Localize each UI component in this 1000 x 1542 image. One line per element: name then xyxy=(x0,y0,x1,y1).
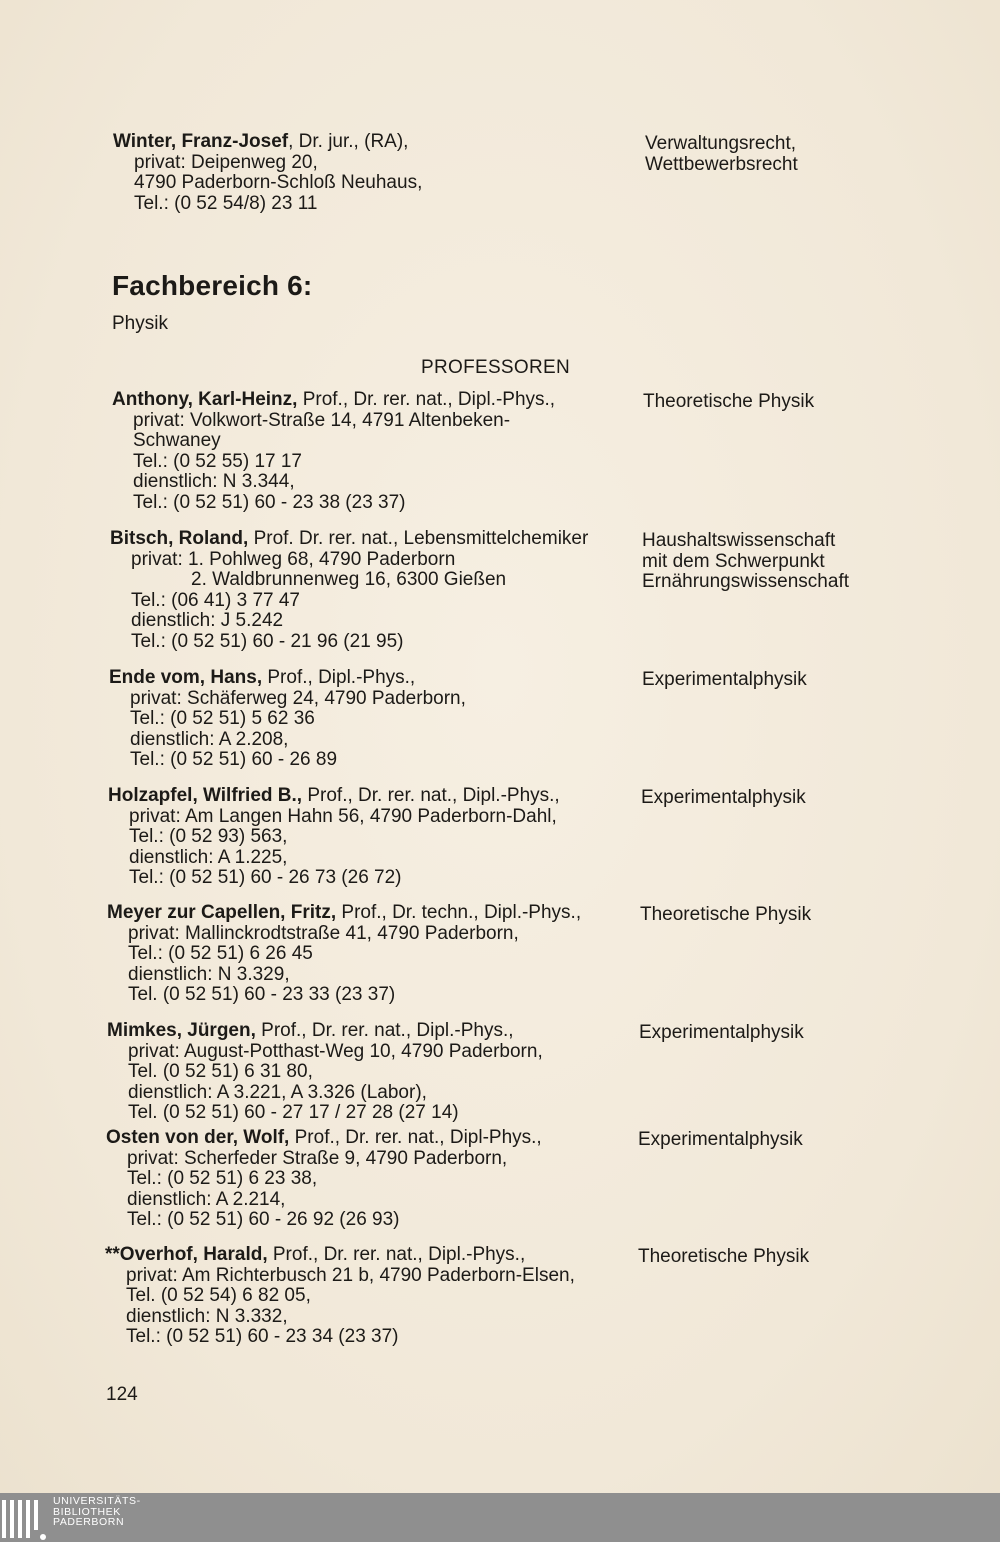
address-line: 4790 Paderborn-Schloß Neuhaus, xyxy=(134,172,423,193)
office-line: dienstlich: J 5.242 xyxy=(131,610,284,631)
subject-line: Experimentalphysik xyxy=(639,1022,804,1043)
address-line: privat: Am Langen Hahn 56, 4790 Paderborn-Dahl, xyxy=(129,805,557,827)
address-line: privat: Scherfeder Straße 9, 4790 Paderborn, xyxy=(127,1147,508,1169)
library-logo-text xyxy=(53,1496,141,1528)
office-line: dienstlich: A 2.214, xyxy=(127,1188,286,1210)
subject-field xyxy=(645,134,905,175)
logo-line: PADERBORN xyxy=(53,1516,125,1528)
phone-line: Tel.: (0 52 51) 60 - 26 89 xyxy=(130,749,338,770)
person-title: Prof., Dr. rer. nat., Dipl.-Phys., xyxy=(267,1244,526,1265)
person-title: , Dr. jur., (RA), xyxy=(288,131,409,152)
person-title: Prof., Dr. techn., Dipl.-Phys., xyxy=(336,902,582,923)
office-line: dienstlich: N 3.344, xyxy=(133,471,295,492)
address-line: privat: Am Richterbusch 21 b, 4790 Paderborn-Elsen, xyxy=(126,1264,575,1286)
phone-line: Tel.: (0 52 93) 563, xyxy=(129,826,288,847)
person-title: Prof., Dipl.-Phys., xyxy=(262,667,416,688)
phone-line: Tel.: (0 52 51) 60 - 21 96 (21 95) xyxy=(131,630,404,652)
page-number: 124 xyxy=(106,1384,138,1405)
person-name: Holzapfel, Wilfried B., xyxy=(108,785,303,806)
office-line: dienstlich: N 3.329, xyxy=(128,963,290,985)
subject-line: Haushaltswissenschaft xyxy=(642,530,836,551)
phone-line: Tel.: (0 52 51) 60 - 26 92 (26 93) xyxy=(127,1209,400,1230)
person-name: Bitsch, Roland, xyxy=(110,528,249,549)
phone-line: Tel. (0 52 51) 6 31 80, xyxy=(128,1061,313,1082)
phone-line: Tel.: (0 52 51) 6 23 38, xyxy=(127,1168,318,1189)
address-line: privat: Deipenweg 20, xyxy=(134,151,318,173)
office-line: dienstlich: A 1.225, xyxy=(129,846,288,868)
phone-line: Tel. (0 52 51) 60 - 27 17 / 27 28 (27 14) xyxy=(128,1102,459,1123)
subject-field xyxy=(638,1130,898,1151)
phone-line: Tel.: (0 52 51) 5 62 36 xyxy=(130,708,315,729)
subject-line: Verwaltungsrecht, xyxy=(645,133,797,154)
address-line: privat: August-Potthast-Weg 10, 4790 Paderborn, xyxy=(128,1040,543,1062)
phone-line: Tel.: (0 52 51) 60 - 26 73 (26 72) xyxy=(129,867,402,888)
address-line: 2. Waldbrunnenweg 16, 6300 Gießen xyxy=(191,569,507,590)
subject-line: Ernährungswissenschaft xyxy=(642,571,849,592)
subject-field xyxy=(641,788,901,809)
subject-field xyxy=(643,392,903,413)
logo-line: UNIVERSITÄTS- xyxy=(53,1495,141,1507)
subject-line: Theoretische Physik xyxy=(643,391,815,412)
phone-line: Tel. (0 52 51) 60 - 23 33 (23 37) xyxy=(128,984,396,1005)
subject-line: Experimentalphysik xyxy=(638,1129,803,1150)
subject-field xyxy=(642,670,902,691)
phone-line: Tel.: (0 52 54/8) 23 11 xyxy=(134,192,318,214)
phone-line: Tel.: (06 41) 3 77 47 xyxy=(131,589,300,611)
person-name: Osten von der, Wolf, xyxy=(106,1127,290,1148)
subject-line: mit dem Schwerpunkt xyxy=(642,550,825,572)
person-title: Prof. Dr. rer. nat., Lebensmittelchemiker xyxy=(248,528,589,549)
section-title: Fachbereich 6: xyxy=(112,270,313,301)
address-line: privat: Mallinckrodtstraße 41, 4790 Paderborn, xyxy=(128,922,519,944)
logo-line: BIBLIOTHEK xyxy=(53,1505,121,1518)
section-subtitle: Physik xyxy=(112,313,168,334)
person-title: Prof., Dr. rer. nat., Dipl.-Phys., xyxy=(255,1020,514,1041)
library-logo-icon xyxy=(2,1500,48,1540)
person-name: Mimkes, Jürgen, xyxy=(107,1020,256,1041)
subject-line: Experimentalphysik xyxy=(641,787,806,808)
address-line: privat: Schäferweg 24, 4790 Paderborn, xyxy=(130,687,466,709)
subject-line: Theoretische Physik xyxy=(638,1246,810,1267)
phone-line: Tel.: (0 52 51) 60 - 23 34 (23 37) xyxy=(126,1326,399,1347)
subject-field xyxy=(638,1247,898,1268)
subject-line: Experimentalphysik xyxy=(642,669,807,690)
address-line: privat: 1. Pohlweg 68, 4790 Paderborn xyxy=(131,548,456,570)
phone-line: Tel.: (0 52 51) 6 26 45 xyxy=(128,943,313,964)
person-name: Meyer zur Capellen, Fritz, xyxy=(107,902,337,923)
person-name: **Overhof, Harald, xyxy=(105,1244,268,1265)
phone-line: Tel. (0 52 54) 6 82 05, xyxy=(126,1285,311,1306)
footer-bar xyxy=(0,1493,1000,1542)
group-heading: PROFESSOREN xyxy=(421,357,570,378)
subject-line: Wettbewerbsrecht xyxy=(645,153,798,175)
subject-line: Theoretische Physik xyxy=(640,904,812,925)
address-line: Schwaney xyxy=(133,430,221,451)
office-line: dienstlich: N 3.332, xyxy=(126,1305,288,1327)
person-name: Ende vom, Hans, xyxy=(109,667,263,688)
person-title: Prof., Dr. rer. nat., Dipl.-Phys., xyxy=(297,389,556,410)
office-line: dienstlich: A 3.221, A 3.326 (Labor), xyxy=(128,1081,427,1103)
subject-field xyxy=(642,531,902,593)
phone-line: Tel.: (0 52 55) 17 17 xyxy=(133,450,302,472)
person-name: Anthony, Karl-Heinz, xyxy=(112,389,298,410)
phone-line: Tel.: (0 52 51) 60 - 23 38 (23 37) xyxy=(133,491,406,513)
subject-field xyxy=(639,1023,899,1044)
subject-field xyxy=(640,905,900,926)
address-line: privat: Volkwort-Straße 14, 4791 Altenbeken- xyxy=(133,409,511,431)
person-name: Winter, Franz-Josef xyxy=(113,131,289,152)
person-title: Prof., Dr. rer. nat., Dipl-Phys., xyxy=(289,1127,542,1148)
person-title: Prof., Dr. rer. nat., Dipl.-Phys., xyxy=(302,785,560,806)
office-line: dienstlich: A 2.208, xyxy=(130,728,289,750)
